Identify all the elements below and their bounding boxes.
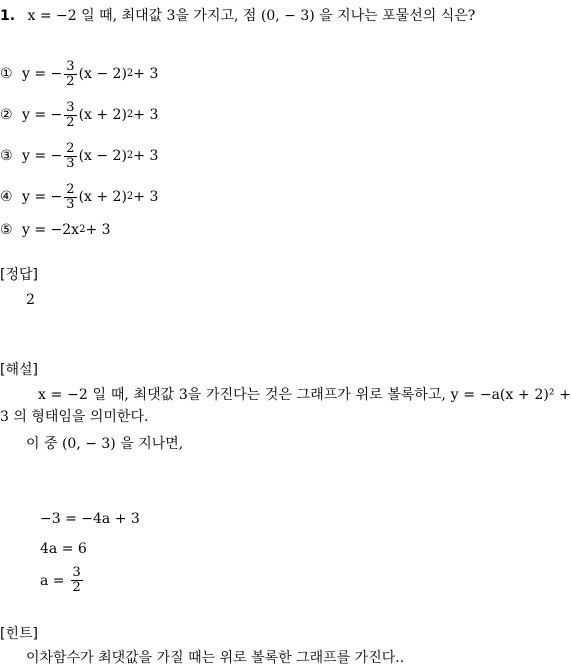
option-3-mark: ③ [0, 148, 13, 164]
option-5-mark: ⑤ [0, 222, 13, 238]
question-number: 1. [0, 8, 16, 24]
option-4-fraction [64, 183, 76, 212]
equation-3-numerator: 3 [72, 565, 81, 580]
question-text: x = −2 일 때, 최대값 3을 가지고, 점 (0, − 3) 을 지나는 포물선의 식은? [27, 8, 476, 24]
explanation-label: [해설] [0, 362, 38, 378]
option-3-numerator: 2 [66, 140, 75, 156]
answer-value: 2 [26, 292, 35, 308]
option-1-tail: + 3 [133, 66, 159, 82]
option-2-tail: + 3 [133, 107, 159, 123]
explanation-paragraph: x = −2 일 때, 최댓값 3을 가진다는 것은 그래프가 위로 볼록하고, y = −a(x + 2)² + 3 의 형태임을 의미한다. [0, 387, 571, 425]
equation-1: −3 = −4a + 3 [40, 511, 140, 527]
explanation-line2: 이 중 (0, − 3) 을 지나면, [26, 436, 184, 452]
option-1-fraction [64, 60, 76, 89]
option-3-lhs: y = − [22, 148, 63, 164]
hint-label: [힌트] [0, 626, 38, 642]
option-1[interactable]: ① y = − $\frac{3}{2}$ (x − 2) 2 + 3 [0, 58, 159, 89]
option-4-numerator: 2 [66, 181, 75, 197]
option-5-tail: + 3 [85, 222, 111, 238]
option-3-denominator: 3 [66, 155, 75, 171]
option-3-rest: (x − 2) [78, 148, 127, 164]
option-4-tail: + 3 [133, 189, 159, 205]
option-3[interactable]: ③ y = − $\frac{2}{3}$ (x − 2) 2 + 3 [0, 140, 159, 171]
option-4-lhs: y = − [22, 189, 63, 205]
option-2-numerator: 3 [66, 99, 75, 115]
option-1-numerator: 3 [66, 58, 75, 74]
option-5-lhs: y = −2x [22, 222, 80, 238]
answer-label: [정답] [0, 267, 38, 283]
option-2-denominator: 2 [66, 114, 75, 130]
equation-3-fraction [71, 566, 83, 595]
equation-3-lhs: a = [40, 572, 65, 589]
option-2-lhs: y = − [22, 107, 63, 123]
option-2[interactable]: ② y = − $\frac{3}{2}$ (x + 2) 2 + 3 [0, 99, 159, 130]
option-3-fraction [64, 142, 76, 171]
equation-2: 4a = 6 [40, 541, 87, 557]
option-4[interactable]: ④ y = − $\frac{2}{3}$ (x + 2) 2 + 3 [0, 181, 159, 212]
option-3-tail: + 3 [133, 148, 159, 164]
option-2-mark: ② [0, 107, 13, 123]
option-4-mark: ④ [0, 189, 13, 205]
question [0, 6, 475, 26]
equation-3-denominator: 2 [72, 580, 81, 595]
hint-text: 이차함수가 최댓값을 가질 때는 위로 볼록한 그래프를 가진다.. [26, 650, 405, 666]
option-1-denominator: 2 [66, 73, 75, 89]
option-1-mark: ① [0, 66, 13, 82]
option-1-rest: (x − 2) [78, 66, 127, 82]
option-4-rest: (x + 2) [78, 189, 127, 205]
equation-3 [40, 566, 85, 595]
option-4-denominator: 3 [66, 196, 75, 212]
option-2-rest: (x + 2) [78, 107, 127, 123]
option-2-fraction [64, 101, 76, 130]
option-1-lhs: y = − [22, 66, 63, 82]
option-5[interactable]: ⑤ y = −2x 2 + 3 [0, 222, 111, 238]
